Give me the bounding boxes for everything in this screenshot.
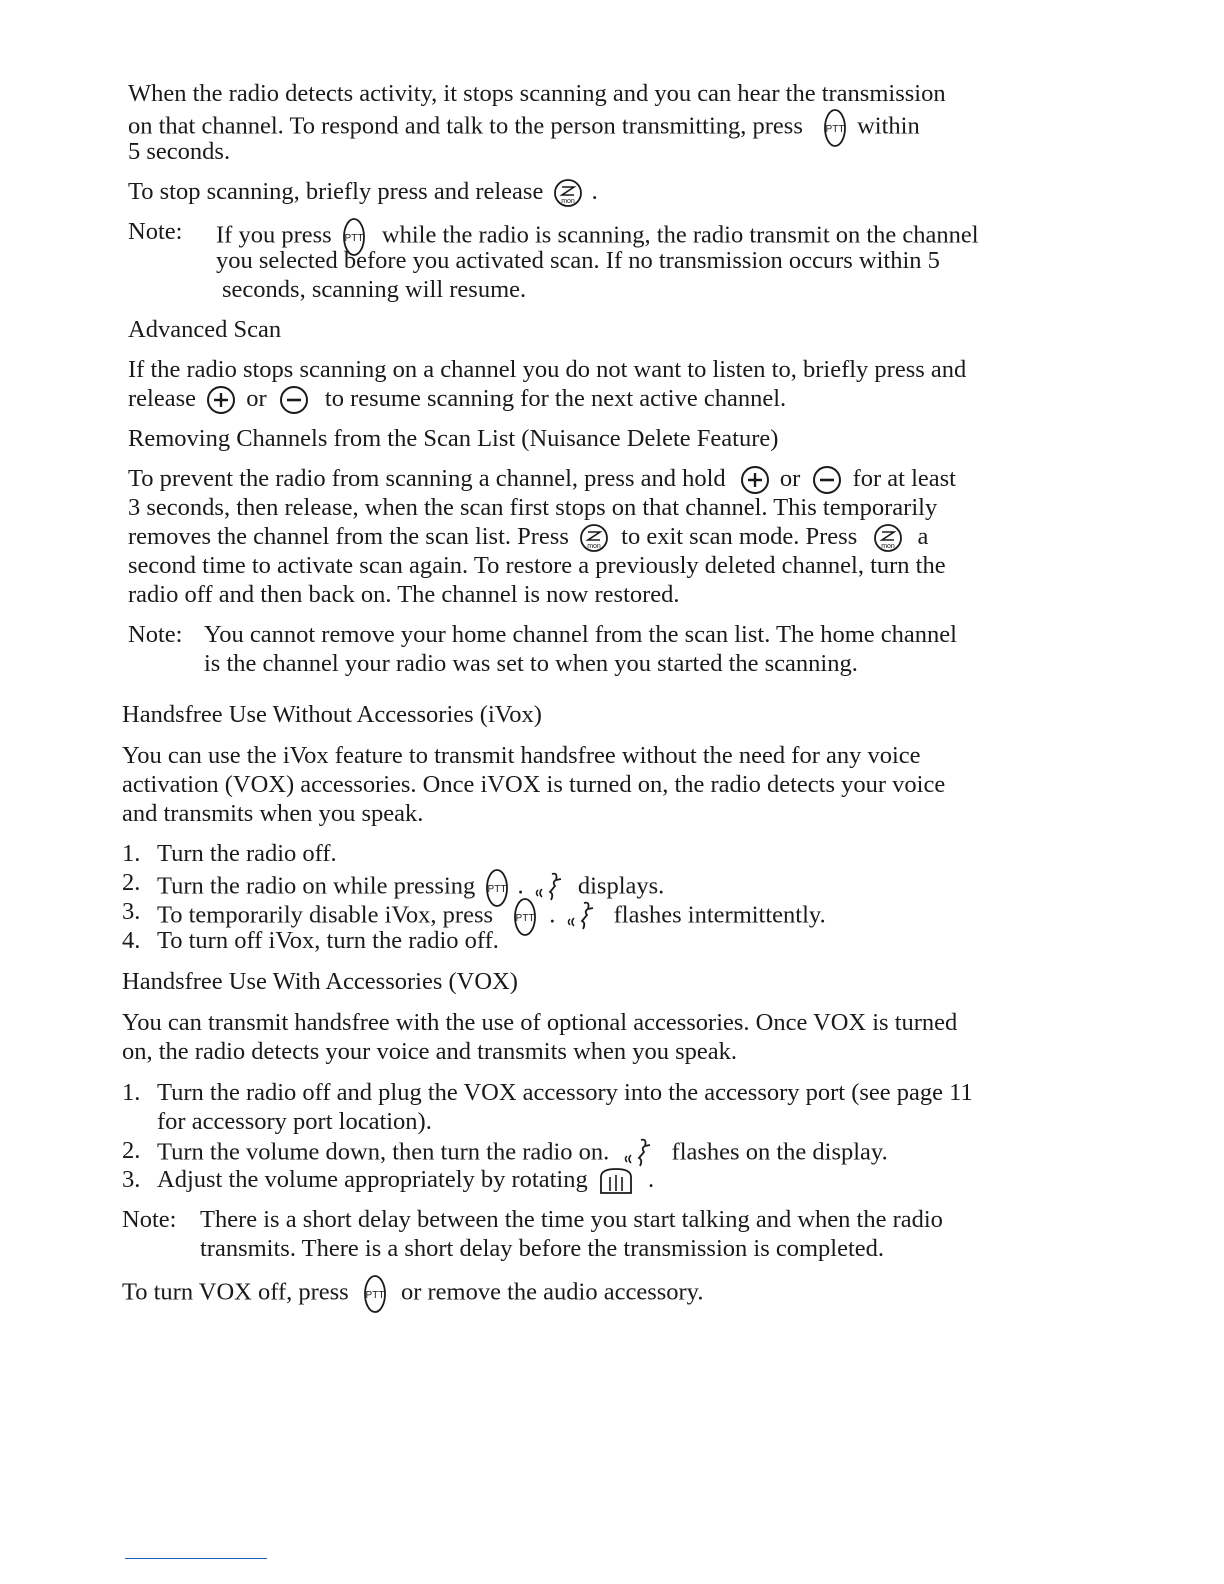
plus-button-icon bbox=[740, 465, 770, 495]
note-line: There is a short delay between the time you start talking and when the radio bbox=[200, 1206, 943, 1233]
list-number: 2. bbox=[122, 1137, 141, 1164]
nuisance-line: second time to activate scan again. To restore a previously deleted channel, turn the bbox=[128, 552, 946, 579]
note-label: Note: bbox=[128, 218, 183, 245]
svg-text:mon: mon bbox=[587, 543, 601, 551]
svg-text:PTT: PTT bbox=[487, 884, 507, 895]
scan-paragraph-line: When the radio detects activity, it stops scanning and you can hear the transmission bbox=[128, 80, 946, 107]
text-fragment: Turn the volume down, then turn the radio on. bbox=[157, 1138, 610, 1166]
nuisance-line: 3 seconds, then release, when the scan first stops on that channel. This temporarily bbox=[128, 494, 938, 521]
advanced-line bbox=[128, 384, 786, 415]
note-label: Note: bbox=[122, 1206, 177, 1233]
text-fragment: for at least bbox=[852, 465, 956, 492]
text-fragment: Turn the radio on while pressing bbox=[157, 872, 476, 900]
ivox-line: activation (VOX) accessories. Once iVOX is turned on, the radio detects your voice bbox=[122, 771, 946, 798]
text-fragment: If you press bbox=[216, 221, 332, 249]
text-fragment: . bbox=[517, 872, 524, 900]
vox-off-line bbox=[122, 1274, 703, 1314]
vox-line: You can transmit handsfree with the use of optional accessories. Once VOX is turned bbox=[122, 1009, 958, 1036]
monitor-button-icon bbox=[553, 178, 583, 208]
text-fragment: flashes on the display. bbox=[671, 1138, 888, 1166]
text-fragment: displays. bbox=[577, 872, 665, 900]
stop-scan-line bbox=[128, 177, 598, 208]
text-fragment: a bbox=[917, 523, 929, 550]
section-heading: Handsfree Use With Accessories (VOX) bbox=[122, 968, 518, 995]
text-fragment: to resume scanning for the next active channel. bbox=[324, 385, 787, 412]
scan-paragraph-line bbox=[128, 108, 920, 148]
text-fragment: Adjust the volume appropriately by rotating bbox=[157, 1166, 588, 1193]
text-fragment: removes the channel from the scan list. Press bbox=[128, 523, 569, 550]
list-number: 1. bbox=[122, 1079, 141, 1106]
nuisance-line bbox=[128, 522, 928, 553]
note-line: seconds, scanning will resume. bbox=[222, 276, 527, 303]
volume-knob-icon bbox=[598, 1167, 634, 1195]
text-fragment: flashes intermittently. bbox=[613, 901, 826, 929]
scan-paragraph-line: 5 seconds. bbox=[128, 138, 231, 165]
ptt-button-icon bbox=[823, 108, 847, 148]
ivox-line: and transmits when you speak. bbox=[122, 800, 424, 827]
monitor-button-icon bbox=[579, 523, 609, 553]
nuisance-line: radio off and then back on. The channel is now restored. bbox=[128, 581, 680, 608]
text-fragment: . bbox=[549, 901, 556, 929]
text-fragment: To prevent the radio from scanning a channel, press and hold bbox=[128, 465, 726, 492]
svg-text:mon: mon bbox=[561, 198, 576, 206]
note-line: You cannot remove your home channel from the scan list. The home channel bbox=[204, 621, 957, 648]
note-line: you selected before you activated scan. If no transmission occurs within 5 bbox=[216, 247, 940, 274]
text-fragment: or bbox=[779, 465, 801, 492]
text-fragment: release bbox=[128, 385, 196, 412]
text-fragment: on that channel. To respond and talk to the person transmitting, press bbox=[128, 112, 803, 140]
svg-text:mon: mon bbox=[881, 543, 896, 551]
minus-button-icon bbox=[279, 385, 309, 415]
monitor-button-icon bbox=[873, 523, 903, 553]
text-fragment: To turn VOX off, press bbox=[122, 1278, 349, 1306]
note-line: transmits. There is a short delay before the transmission is completed. bbox=[200, 1235, 885, 1262]
list-item: Turn the radio off. bbox=[157, 840, 337, 867]
section-heading: Removing Channels from the Scan List (Nuisance Delete Feature) bbox=[128, 425, 779, 452]
text-fragment: to exit scan mode. Press bbox=[621, 523, 858, 550]
list-number: 2. bbox=[122, 869, 141, 896]
text-fragment: . bbox=[591, 178, 598, 205]
list-number: 4. bbox=[122, 927, 141, 954]
list-item: To turn off iVox, turn the radio off. bbox=[157, 927, 499, 954]
ivox-line: You can use the iVox feature to transmit handsfree without the need for any voice bbox=[122, 742, 921, 769]
vox-indicator-icon bbox=[566, 899, 600, 935]
plus-button-icon bbox=[206, 385, 236, 415]
vox-line: on, the radio detects your voice and transmits when you speak. bbox=[122, 1038, 738, 1065]
list-item: Turn the radio off and plug the VOX accessory into the accessory port (see page 11 bbox=[157, 1079, 973, 1106]
ptt-button-icon bbox=[363, 1274, 387, 1314]
section-heading: Advanced Scan bbox=[128, 316, 282, 343]
text-fragment: . bbox=[647, 1166, 655, 1193]
text-fragment: or remove the audio accessory. bbox=[400, 1278, 704, 1306]
list-number: 1. bbox=[122, 840, 141, 867]
list-number: 3. bbox=[122, 898, 141, 925]
list-item: for accessory port location). bbox=[157, 1108, 432, 1135]
advanced-line: If the radio stops scanning on a channel you do not want to listen to, briefly press and bbox=[128, 356, 967, 383]
ptt-button-icon bbox=[513, 897, 537, 937]
svg-text:PTT: PTT bbox=[365, 1290, 385, 1301]
svg-text:PTT: PTT bbox=[825, 124, 845, 135]
svg-text:PTT: PTT bbox=[515, 913, 535, 924]
note-label: Note: bbox=[128, 621, 183, 648]
nuisance-line bbox=[128, 464, 956, 495]
text-fragment: while the radio is scanning, the radio transmit on the channel bbox=[381, 221, 979, 249]
minus-button-icon bbox=[812, 465, 842, 495]
svg-text:PTT: PTT bbox=[344, 233, 364, 244]
note-line: is the channel your radio was set to when you started the scanning. bbox=[204, 650, 858, 677]
section-heading: Handsfree Use Without Accessories (iVox) bbox=[122, 701, 542, 728]
text-fragment: or bbox=[246, 385, 267, 412]
text-fragment: within bbox=[857, 112, 920, 140]
list-number: 3. bbox=[122, 1166, 141, 1193]
footnote-rule bbox=[125, 1558, 267, 1559]
text-fragment: To stop scanning, briefly press and release bbox=[128, 178, 544, 205]
list-item bbox=[157, 1165, 654, 1195]
text-fragment: To temporarily disable iVox, press bbox=[157, 901, 494, 929]
